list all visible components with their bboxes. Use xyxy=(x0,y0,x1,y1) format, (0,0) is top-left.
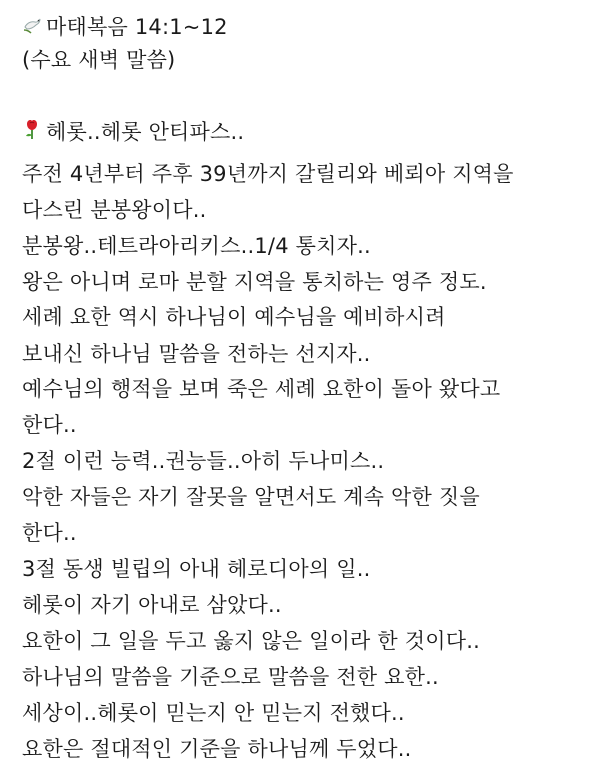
body-line-18: 요한은 절대적인 기준을 하나님께 두었다.. xyxy=(22,737,412,761)
page-subtitle: (수요 새벽 말씀) xyxy=(22,48,176,72)
body-line-14: 헤롯이 자기 아내로 삼았다.. xyxy=(22,593,282,617)
body-line-15: 요한이 그 일을 두고 옳지 않은 일이라 한 것이다.. xyxy=(22,629,480,653)
body-line-12: 한다.. xyxy=(22,521,77,545)
body-line-5: 왕은 아니며 로마 분할 지역을 통치하는 영주 정도. xyxy=(22,270,487,294)
title-line xyxy=(22,12,228,43)
body-line-11: 악한 자들은 자기 잘못을 알면서도 계속 악한 짓을 xyxy=(22,485,480,509)
body-line-10: 2절 이런 능력..권능들..아히 두나미스.. xyxy=(22,449,385,473)
body-text-line: 헤롯..헤롯 안티파스.. xyxy=(46,120,245,144)
body-line-7: 보내신 하나님 말씀을 전하는 선지자.. xyxy=(22,342,371,366)
body-line-6: 세례 요한 역시 하나님이 예수님을 예비하시려 xyxy=(22,305,446,329)
body-line-17: 세상이..헤롯이 믿는지 안 믿는지 전했다.. xyxy=(22,701,405,725)
rose-icon xyxy=(22,118,42,148)
body-line-4: 분봉왕..테트라아리키스..1/4 통치자.. xyxy=(22,234,371,258)
body-line-3: 다스린 분봉왕이다.. xyxy=(22,198,207,222)
body-line-9: 한다.. xyxy=(22,413,77,437)
page-title: 마태복음 14:1~12 xyxy=(46,15,228,39)
body-line-13: 3절 동생 빌립의 아내 헤로디아의 일.. xyxy=(22,557,371,581)
body-line-16: 하나님의 말씀을 기준으로 말씀을 전한 요한.. xyxy=(22,665,439,689)
dove-icon xyxy=(22,13,42,43)
body-line-2: 주전 4년부터 주후 39년까지 갈릴리와 베뢰아 지역을 xyxy=(22,162,514,186)
body-line-1 xyxy=(22,117,244,148)
body-line-8: 예수님의 행적을 보며 죽은 세례 요한이 돌아 왔다고 xyxy=(22,377,501,401)
